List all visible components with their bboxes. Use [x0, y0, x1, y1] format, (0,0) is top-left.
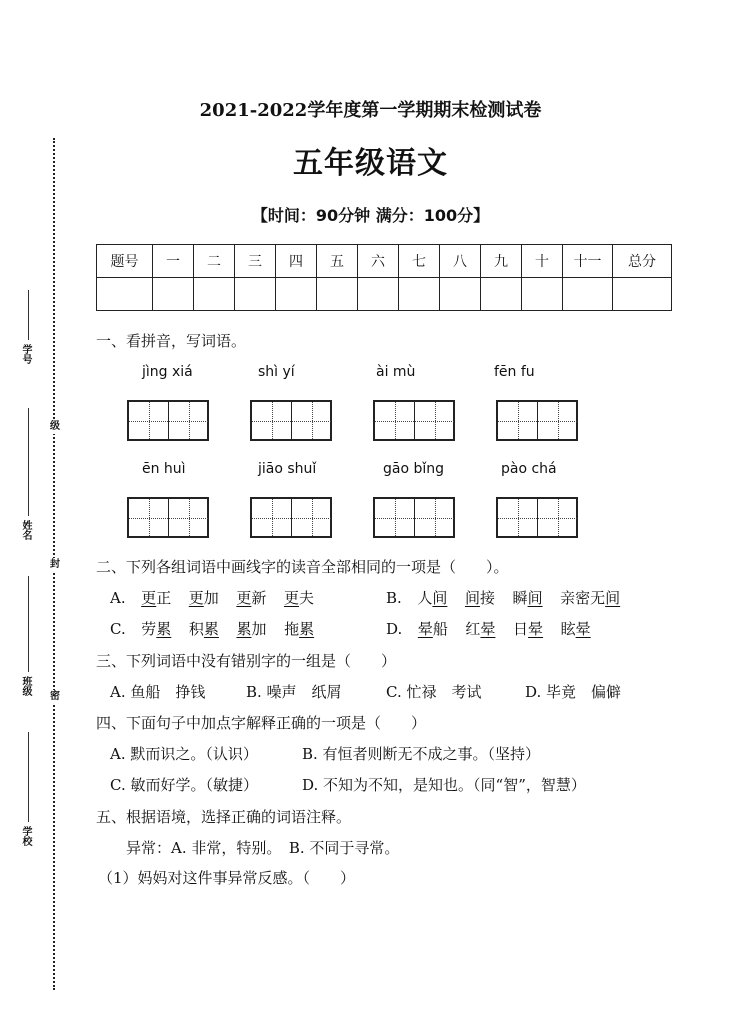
underlined-word: 晕船	[417, 620, 448, 638]
seal-mark-feng: 封	[50, 559, 60, 570]
score-table-blank-row	[97, 278, 672, 311]
pinyin-5: ēn huì	[142, 461, 186, 477]
section2-option-d[interactable]	[386, 618, 591, 639]
section3-option-a[interactable]: A. 鱼船 挣钱	[110, 683, 206, 701]
score-header-cell: 四	[276, 245, 317, 278]
section3-title: 三、下列词语中没有错别字的一组是（ ）	[96, 652, 397, 670]
subject-title: 五年级语文	[293, 146, 448, 181]
section2-option-b[interactable]	[386, 587, 620, 608]
score-blank-cell[interactable]	[522, 278, 563, 311]
section1-title: 一、看拼音，写词语。	[96, 332, 247, 350]
seal-mark-mi: 密	[50, 691, 60, 702]
underlined-word: 日晕	[513, 620, 544, 638]
section2-option-a[interactable]	[110, 587, 314, 608]
student-id-label: 学号	[20, 344, 31, 364]
seal-mark-ji: 级	[50, 421, 60, 432]
section5-title: 五、根据语境，选择正确的词语注释。	[96, 808, 352, 826]
underlined-word: 劳累	[141, 620, 172, 638]
section2-option-c[interactable]	[110, 618, 314, 639]
writing-grid[interactable]	[250, 497, 332, 538]
underlined-word: 更新	[236, 589, 267, 607]
underlined-word: 更夫	[283, 589, 314, 607]
student-id-line	[28, 290, 29, 340]
underlined-word: 间接	[464, 589, 495, 607]
section4-option-d[interactable]: D. 不知为不知，是知也。（同“智”，智慧）	[302, 776, 586, 794]
score-blank-cell[interactable]	[440, 278, 481, 311]
score-table-header-row	[97, 245, 672, 278]
score-header-cell: 九	[481, 245, 522, 278]
score-blank-cell[interactable]	[97, 278, 153, 311]
score-header-cell: 五	[317, 245, 358, 278]
writing-grid[interactable]	[373, 400, 455, 441]
score-table	[96, 244, 672, 311]
school-label: 学校	[20, 826, 31, 846]
option-letter: D.	[386, 620, 403, 638]
section5-question-1[interactable]: （1）妈妈对这件事异常反感。（ ）	[98, 869, 356, 887]
score-header-cell: 一	[153, 245, 194, 278]
score-header-cell: 六	[358, 245, 399, 278]
score-blank-cell[interactable]	[317, 278, 358, 311]
section4-option-b[interactable]: B. 有恒者则断无不成之事。（坚持）	[302, 745, 541, 763]
underlined-word: 红晕	[465, 620, 496, 638]
underlined-word: 累加	[236, 620, 267, 638]
class-label: 班级	[20, 676, 31, 696]
section4-option-c[interactable]: C. 敏而好学。（敏捷）	[110, 776, 258, 794]
underlined-word: 更加	[188, 589, 219, 607]
score-blank-cell[interactable]	[276, 278, 317, 311]
score-blank-cell[interactable]	[153, 278, 194, 311]
score-header-cell: 题号	[97, 245, 153, 278]
section3-option-c[interactable]: C. 忙禄 考试	[386, 683, 482, 701]
writing-grid[interactable]	[250, 400, 332, 441]
underlined-word: 拖累	[284, 620, 315, 638]
writing-grid[interactable]	[127, 400, 209, 441]
underlined-word: 人间	[417, 589, 448, 607]
exam-title: 2021-2022学年度第一学期期末检测试卷	[199, 100, 542, 121]
score-header-cell: 十	[522, 245, 563, 278]
section3-option-d[interactable]: D. 毕竟 偏僻	[525, 683, 622, 701]
score-header-cell: 总分	[613, 245, 672, 278]
school-line	[28, 732, 29, 822]
score-blank-cell[interactable]	[613, 278, 672, 311]
underlined-word: 瞬间	[512, 589, 543, 607]
pinyin-4: fēn fu	[494, 364, 535, 380]
pinyin-3: ài mù	[376, 364, 416, 380]
score-header-cell: 十一	[563, 245, 613, 278]
name-line	[28, 408, 29, 516]
pinyin-6: jiāo shuǐ	[258, 461, 317, 477]
writing-grid[interactable]	[496, 497, 578, 538]
section4-option-a[interactable]: A. 默而识之。（认识）	[110, 745, 258, 763]
section5-definition: 异常：A. 非常，特别。 B. 不同于寻常。	[126, 839, 400, 857]
writing-grid[interactable]	[373, 497, 455, 538]
underlined-word: 积累	[188, 620, 219, 638]
section3-option-b[interactable]: B. 噪声 纸屑	[246, 683, 342, 701]
score-blank-cell[interactable]	[399, 278, 440, 311]
pinyin-1: jìng xiá	[142, 364, 193, 380]
pinyin-2: shì yí	[258, 364, 295, 380]
score-blank-cell[interactable]	[481, 278, 522, 311]
section4-title: 四、下面句子中加点字解释正确的一项是（ ）	[96, 714, 427, 732]
score-blank-cell[interactable]	[563, 278, 613, 311]
pinyin-8: pào chá	[501, 461, 557, 477]
score-header-cell: 二	[194, 245, 235, 278]
writing-grid[interactable]	[496, 400, 578, 441]
option-letter: B.	[386, 589, 402, 607]
option-letter: A.	[110, 589, 126, 607]
underlined-word: 眩晕	[560, 620, 591, 638]
option-letter: C.	[110, 620, 126, 638]
pinyin-7: gāo bǐng	[383, 461, 445, 477]
score-blank-cell[interactable]	[235, 278, 276, 311]
writing-grid[interactable]	[127, 497, 209, 538]
section2-title: 二、下列各组词语中画线字的读音全部相同的一项是（ ）。	[96, 558, 509, 576]
underlined-word: 更正	[141, 589, 172, 607]
score-blank-cell[interactable]	[358, 278, 399, 311]
score-header-cell: 七	[399, 245, 440, 278]
time-info: 【时间：90分钟 满分：100分】	[251, 206, 490, 225]
underlined-word: 亲密无间	[560, 589, 621, 607]
class-line	[28, 576, 29, 672]
score-header-cell: 八	[440, 245, 481, 278]
score-header-cell: 三	[235, 245, 276, 278]
name-label: 姓名	[20, 520, 31, 540]
score-blank-cell[interactable]	[194, 278, 235, 311]
